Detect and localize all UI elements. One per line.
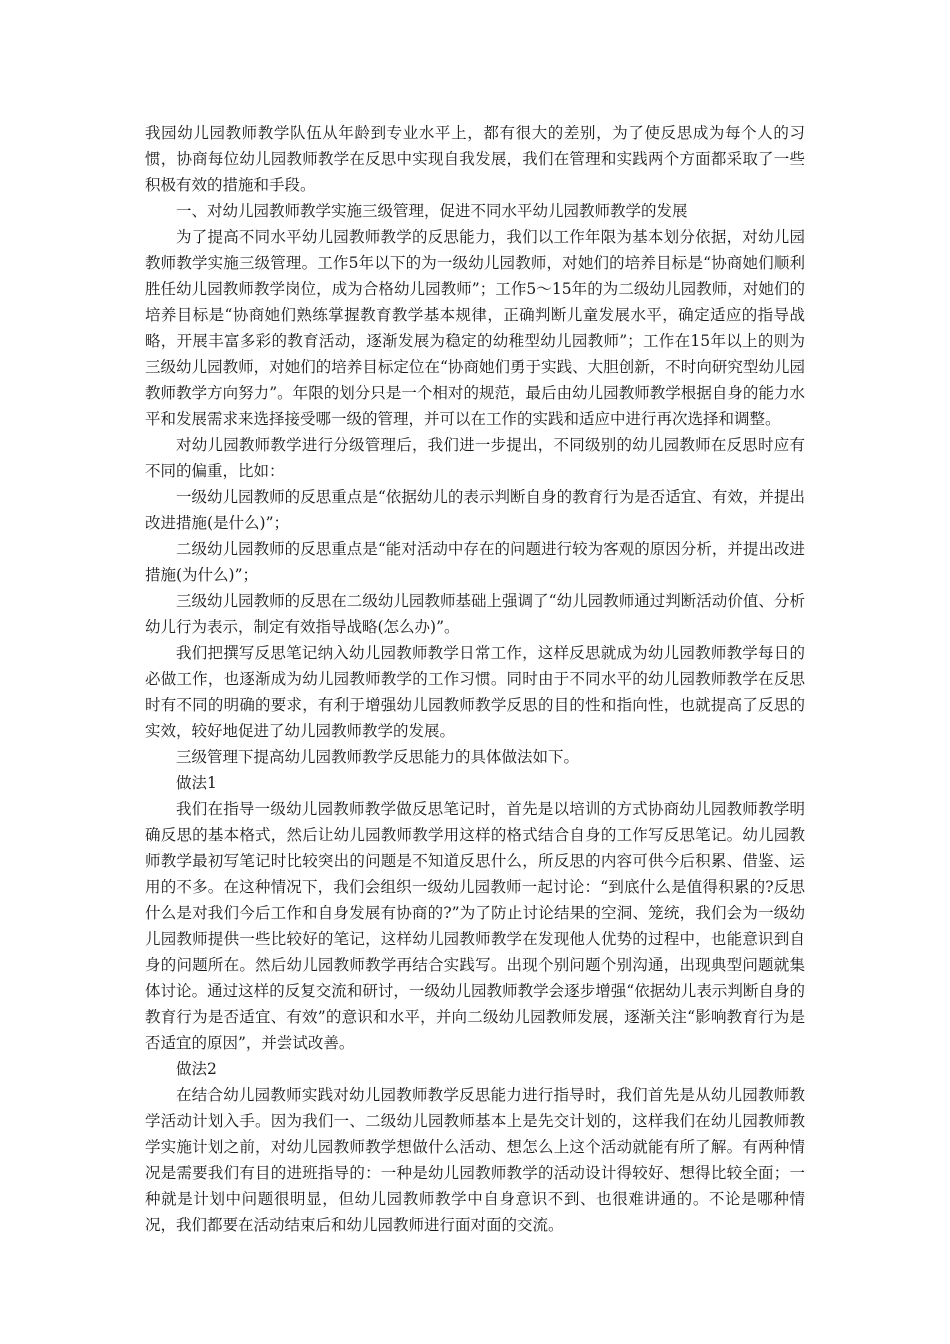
subheading: 做法2 — [176, 1060, 217, 1078]
paragraph: 三级管理下提高幼儿园教师教学反思能力的具体做法如下。 — [176, 748, 580, 766]
paragraph: 我们把撰写反思笔记纳入幼儿园教师教学日常工作，这样反思就成为幼儿园教师教学每日的必做工作，也逐渐成为幼儿园教师教学的工作习惯。同时由于不同水平的幼儿园教师教学在反思时有不同的明确的要求，有利于增强幼儿园教师教学反思的目的性和指向性，也就提高了反思的实效，较好地促进了幼儿园教师教学的发展。 — [145, 644, 805, 740]
list-item: 二级幼儿园教师的反思重点是“能对活动中存在的问题进行较为客观的原因分析，并提出改进措施(为什么)”； — [145, 540, 805, 584]
document-body — [145, 120, 805, 1238]
paragraph: 对幼儿园教师教学进行分级管理后，我们进一步提出，不同级别的幼儿园教师在反思时应有不同的偏重，比如： — [145, 436, 805, 480]
paragraph: 在结合幼儿园教师实践对幼儿园教师教学反思能力进行指导时，我们首先是从幼儿园教师教学活动计划入手。因为我们一、二级幼儿园教师基本上是先交计划的，这样我们在幼儿园教师教学实施计划之前，对幼儿园教师教学想做什么活动、想怎么上这个活动就能有所了解。有两种情况是需要我们有目的进班指导的：一种是幼儿园教师教学的活动设计得较好、想得比较全面；一种就是计划中问题很明显，但幼儿园教师教学中自身意识不到、也很难讲通的。不论是哪种情况，我们都要在活动结束后和幼儿园教师进行面对面的交流。 — [145, 1086, 805, 1234]
section-heading: 一、对幼儿园教师教学实施三级管理，促进不同水平幼儿园教师教学的发展 — [176, 202, 688, 220]
subheading: 做法1 — [176, 774, 217, 792]
paragraph: 为了提高不同水平幼儿园教师教学的反思能力，我们以工作年限为基本划分依据，对幼儿园教师教学实施三级管理。工作5年以下的为一级幼儿园教师，对她们的培养目标是“协商她们顺利胜任幼儿园教师教学岗位，成为合格幼儿园教师”；工作5～15年的为二级幼儿园教师，对她们的培养目标是“协商她们熟练掌握教育教学基本规律，正确判断儿童发展水平，确定适应的指导战略，开展丰富多彩的教育活动，逐渐发展为稳定的幼稚型幼儿园教师”；工作在15年以上的则为三级幼儿园教师，对她们的培养目标定位在“协商她们勇于实践、大胆创新，不时向研究型幼儿园教师教学方向努力”。年限的划分只是一个相对的规范，最后由幼儿园教师教学根据自身的能力水平和发展需求来选择接受哪一级的管理，并可以在工作的实践和适应中进行再次选择和调整。 — [145, 228, 805, 428]
list-item: 一级幼儿园教师的反思重点是“依据幼儿的表示判断自身的教育行为是否适宜、有效，并提出改进措施(是什么)”； — [145, 488, 805, 532]
list-item: 三级幼儿园教师的反思在二级幼儿园教师基础上强调了“幼儿园教师通过判断活动价值、分析幼儿行为表示，制定有效指导战略(怎么办)”。 — [145, 592, 805, 636]
paragraph: 我们在指导一级幼儿园教师教学做反思笔记时，首先是以培训的方式协商幼儿园教师教学明确反思的基本格式，然后让幼儿园教师教学用这样的格式结合自身的工作写反思笔记。幼儿园教师教学最初写笔记时比较突出的问题是不知道反思什么，所反思的内容可供今后积累、借鉴、运用的不多。在这种情况下，我们会组织一级幼儿园教师一起讨论：“到底什么是值得积累的?反思什么是对我们今后工作和自身发展有协商的?”为了防止讨论结果的空洞、笼统，我们会为一级幼儿园教师提供一些比较好的笔记，这样幼儿园教师教学在发现他人优势的过程中，也能意识到自身的问题所在。然后幼儿园教师教学再结合实践写。出现个别问题个别沟通，出现典型问题就集体讨论。通过这样的反复交流和研讨，一级幼儿园教师教学会逐步增强“依据幼儿表示判断自身的教育行为是否适宜、有效”的意识和水平，并向二级幼儿园教师发展，逐渐关注“影响教育行为是否适宜的原因”，并尝试改善。 — [145, 800, 805, 1052]
paragraph-intro: 我园幼儿园教师教学队伍从年龄到专业水平上，都有很大的差别，为了使反思成为每个人的习惯，协商每位幼儿园教师教学在反思中实现自我发展，我们在管理和实践两个方面都采取了一些积极有效的措施和手段。 — [145, 124, 805, 194]
